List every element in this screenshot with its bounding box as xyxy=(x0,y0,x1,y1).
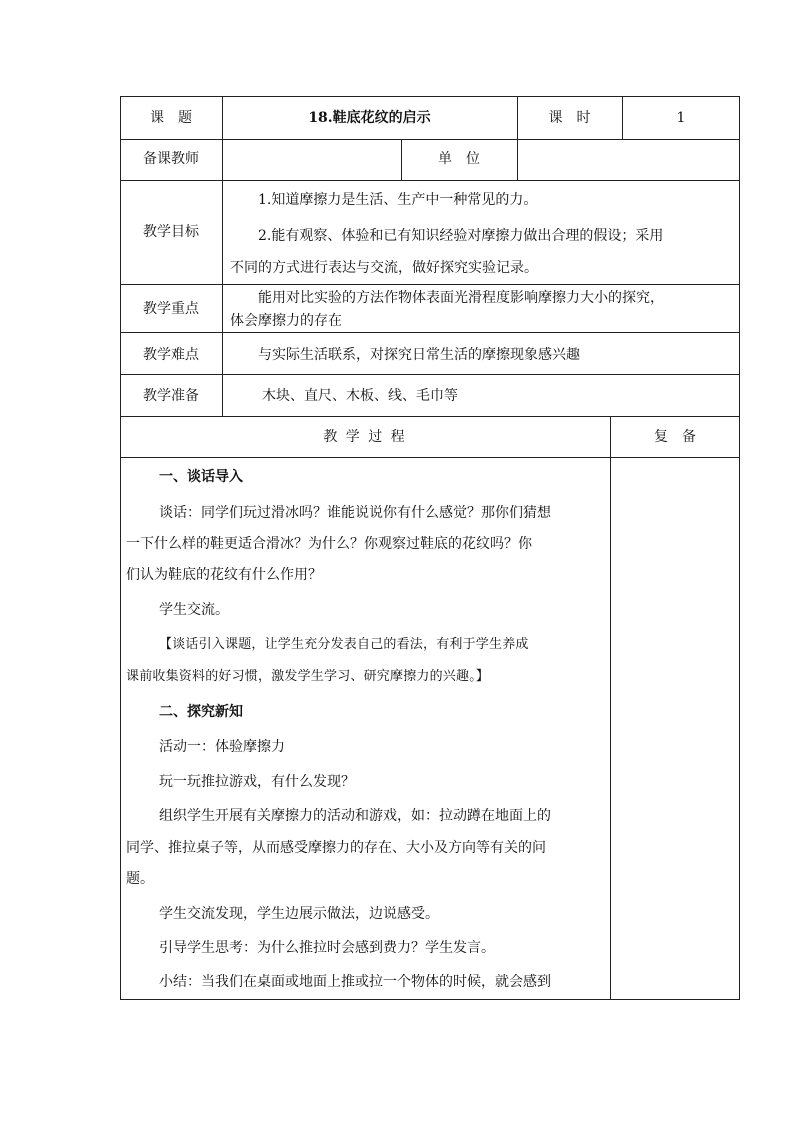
row-divider xyxy=(120,332,740,333)
goals-label: 教学目标 xyxy=(143,224,199,240)
intro-dialogue-line-1: 谈话：同学们玩过滑冰吗？谁能说说你有什么感觉？那你们猜想 xyxy=(159,505,551,521)
col-divider xyxy=(222,96,223,416)
student-share: 学生交流发现，学生边展示做法，边说感受。 xyxy=(159,906,439,922)
notes-header: 复 备 xyxy=(654,429,696,445)
section-1-title: 一、谈话导入 xyxy=(159,469,243,485)
preparation-text: 木块、直尺、木板、线、毛巾等 xyxy=(262,388,458,404)
topic-label: 课 题 xyxy=(150,110,192,126)
student-exchange: 学生交流。 xyxy=(159,602,229,618)
section-2-title: 二、探究新知 xyxy=(159,704,243,720)
goals-line-1: 1.知道摩擦力是生活、生产中一种常见的力。 xyxy=(258,192,538,208)
unit-label: 单 位 xyxy=(438,151,480,167)
row-divider xyxy=(120,284,740,285)
period-label: 课 时 xyxy=(548,110,591,126)
col-divider xyxy=(517,139,518,180)
activity-desc-line-2: 同学、推拉桌子等，从而感受摩擦力的存在、大小及方向等有关的问 xyxy=(126,840,546,856)
guided-thinking: 引导学生思考：为什么推拉时会感到费力？学生发言。 xyxy=(159,940,495,956)
intro-dialogue-line-3: 们认为鞋底的花纹有什么作用？ xyxy=(126,567,322,583)
row-divider xyxy=(120,457,740,458)
key-points-line-2: 体会摩擦力的存在 xyxy=(230,313,342,329)
period-value: 1 xyxy=(676,110,686,126)
preparation-label: 教学准备 xyxy=(143,388,199,404)
activity-desc-line-3: 题。 xyxy=(126,871,154,887)
push-pull-game: 玩一玩推拉游戏，有什么发现？ xyxy=(159,774,355,790)
row-divider xyxy=(120,139,740,140)
col-divider xyxy=(610,416,611,1000)
activity-desc-line-1: 组织学生开展有关摩擦力的活动和游戏，如：拉动蹲在地面上的 xyxy=(159,808,551,824)
row-divider xyxy=(120,416,740,417)
teacher-label: 备课教师 xyxy=(143,151,199,167)
difficulties-label: 教学难点 xyxy=(143,347,199,363)
design-note-line-2: 课前收集资料的好习惯，激发学生学习、研究摩擦力的兴趣。】 xyxy=(126,669,490,684)
activity-1-title: 活动一：体验摩擦力 xyxy=(159,739,285,755)
row-divider xyxy=(120,374,740,375)
design-note-line-1: 【谈话引入课题，让学生充分发表自己的看法，有利于学生养成 xyxy=(159,637,529,652)
process-header: 教 学 过 程 xyxy=(323,429,407,445)
intro-dialogue-line-2: 一下什么样的鞋更适合滑冰？为什么？你观察过鞋底的花纹吗？你 xyxy=(126,536,532,552)
topic-value: 18.鞋底花纹的启示 xyxy=(308,110,431,126)
summary-line: 小结：当我们在桌面或地面上推或拉一个物体的时候，就会感到 xyxy=(159,974,551,990)
key-points-line-1: 能用对比实验的方法作物体表面光滑程度影响摩擦力大小的探究， xyxy=(258,290,664,306)
goals-line-2: 2.能有观察、体验和已有知识经验对摩擦力做出合理的假设；采用 xyxy=(258,228,664,244)
goals-line-3: 不同的方式进行表达与交流，做好探究实验记录。 xyxy=(230,260,538,276)
key-points-label: 教学重点 xyxy=(143,301,199,317)
row-divider xyxy=(120,180,740,181)
difficulties-text: 与实际生活联系，对探究日常生活的摩擦现象感兴趣 xyxy=(258,347,580,363)
